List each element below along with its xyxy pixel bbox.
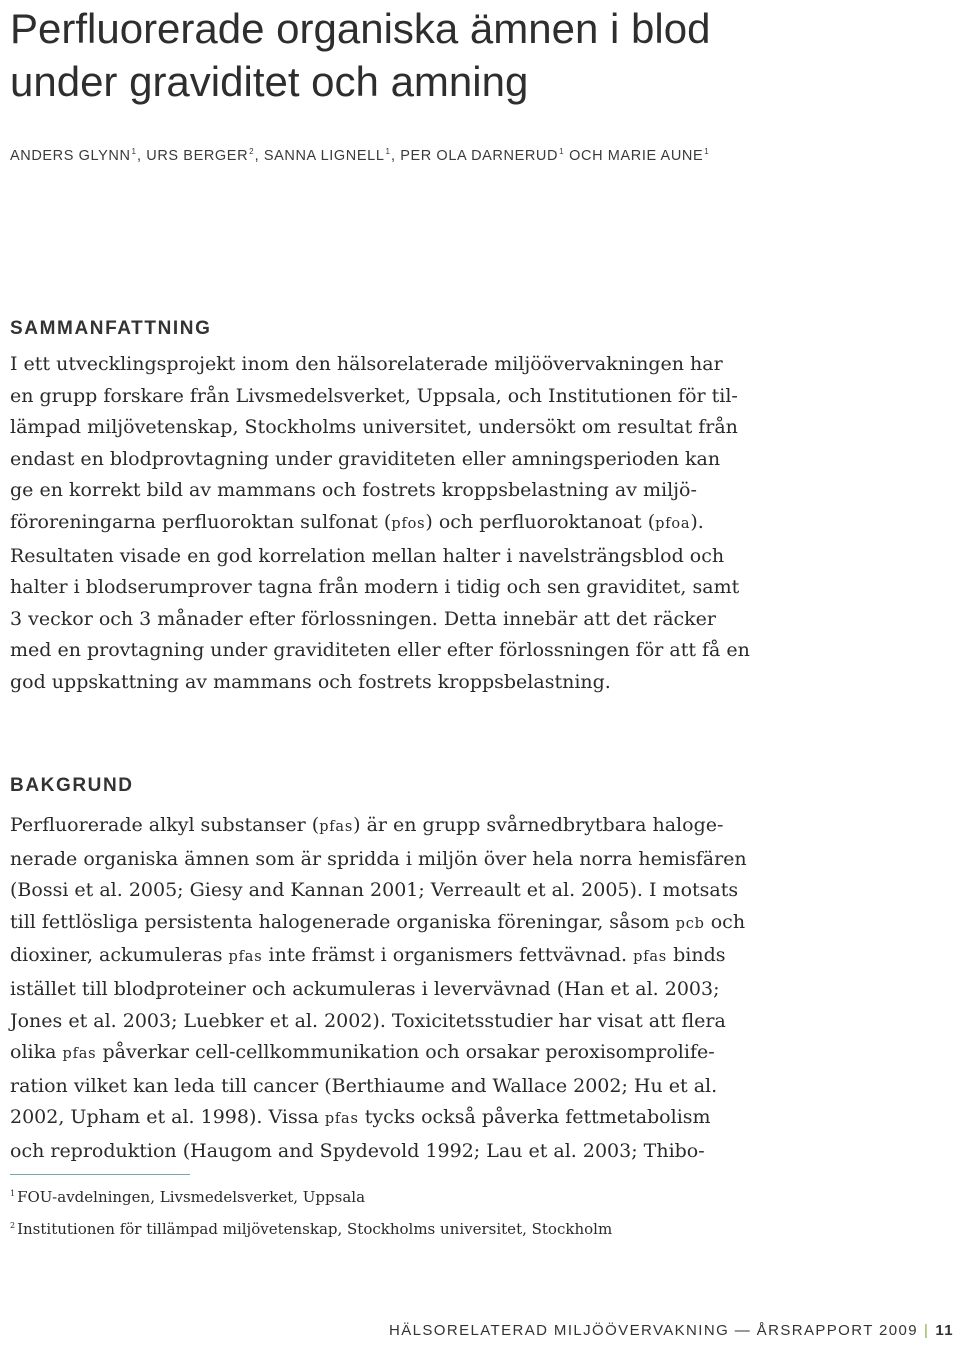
abbreviation: pfas (62, 1046, 97, 1063)
abbreviation: pfos (391, 515, 426, 532)
article-title (10, 2, 940, 108)
footnote-divider (10, 1174, 190, 1175)
publication-name: HÄLSORELATERAD MILJÖÖVERVAKNING — ÅRSRAPPORT 2009 (389, 1322, 919, 1339)
text-line: halter i blodserumprover tagna från modern i tidig och sen graviditet, samt (10, 576, 740, 599)
abbreviation: pfas (319, 819, 354, 835)
author-name: , PER OLA DARNERUD (390, 148, 559, 164)
text-line: istället till blodproteiner och ackumuleras i levervävnad (Han et al. 2003; (10, 977, 720, 1000)
text-line: ration vilket kan leda till cancer (Berthiaume and Wallace 2002; Hu et al. (10, 1074, 718, 1097)
text-run: olika (10, 1041, 63, 1064)
text-run: ). (690, 510, 704, 533)
text-line: med en provtagning under graviditeten eller efter förlossningen för att få en (10, 639, 750, 662)
abbreviation: pfas (324, 1111, 359, 1128)
text-line: god uppskattning av mammans och fostrets kroppsbelastning. (10, 670, 611, 693)
text-line: I ett utvecklingsprojekt inom den hälsorelaterade miljöövervakningen har (10, 353, 723, 375)
footer-separator: | (924, 1322, 930, 1339)
text-line: lämpad miljövetenskap, Stockholms universitet, undersökt om resultat från (10, 416, 738, 439)
text-line: och reproduktion (Haugom and Spydevold 1992; Lau et al. 2003; Thibo- (10, 1139, 705, 1162)
summary-paragraph (10, 349, 800, 699)
footnote-marker: 1 (10, 1189, 16, 1198)
text-line (10, 1102, 800, 1136)
title-line-2: under graviditet och amning (10, 58, 529, 105)
text-run: ) och perfluoroktanoat ( (425, 510, 656, 533)
text-run: tycks också påverka fettmetabolism (358, 1106, 711, 1129)
affiliation-marker: 2 (249, 147, 254, 156)
text-line: endast en blodprovtagning under graviditeten eller amningsperioden kan (10, 447, 721, 470)
affiliation-marker: 1 (704, 147, 709, 156)
text-run: föroreningarna perfluoroktan sulfonat ( (10, 510, 392, 533)
text-line: Jones et al. 2003; Luebker et al. 2002). Toxicitetsstudier har visat att flera (10, 1009, 726, 1032)
text-line: nerade organiska ämnen som är spridda i miljön över hela norra hemisfären (10, 847, 747, 870)
footnote-text: Institutionen för tillämpad miljövetenskap, Stockholms universitet, Stockholm (17, 1220, 613, 1238)
text-line: 3 veckor och 3 månader efter förlossningen. Detta innebär att det räcker (10, 607, 716, 630)
footnote-text: FOU-avdelningen, Livsmedelsverket, Uppsala (17, 1188, 366, 1206)
text-line (10, 1037, 800, 1071)
title-line-1: Perfluorerade organiska ämnen i blod (10, 5, 711, 52)
author-name: OCH MARIE AUNE (564, 148, 704, 164)
abbreviation: pfoa (655, 515, 691, 532)
text-line (10, 907, 800, 941)
background-paragraph (10, 810, 800, 1168)
text-run: och (704, 910, 746, 933)
author-name: , URS BERGER (137, 148, 249, 164)
abbreviation: pcb (675, 915, 705, 932)
text-run: Perfluorerade alkyl substanser ( (10, 814, 320, 836)
text-run: till fettlösliga persistenta halogenerade organiska föreningar, såsom (10, 910, 676, 933)
text-run: ) är en grupp svårnedbrytbara haloge- (353, 814, 724, 836)
author-name: , SANNA LIGNELL (254, 148, 385, 164)
summary-heading: SAMMANFATTNING (10, 318, 212, 339)
text-line: ge en korrekt bild av mammans och fostrets kroppsbelastning av miljö- (10, 479, 697, 502)
abbreviation: pfas (228, 949, 263, 966)
text-line: en grupp forskare från Livsmedelsverket, Uppsala, och Institutionen för til- (10, 384, 738, 407)
footnote-marker: 2 (10, 1221, 16, 1230)
text-line (10, 810, 800, 844)
abbreviation: pfas (633, 949, 668, 966)
author-name: ANDERS GLYNN (10, 148, 131, 164)
author-list (10, 147, 950, 164)
text-run: binds (667, 944, 726, 967)
text-line (10, 940, 800, 974)
affiliation-marker: 1 (131, 147, 136, 156)
text-run: inte främst i organismers fettvävnad. (262, 944, 634, 967)
page-number: 11 (935, 1322, 954, 1339)
affiliation-marker: 1 (385, 147, 390, 156)
text-line: (Bossi et al. 2005; Giesy and Kannan 2001; Verreault et al. 2005). I motsats (10, 879, 739, 902)
text-line: Resultaten visade en god korrelation mellan halter i navelsträngsblod och (10, 544, 725, 567)
footnote-2 (10, 1220, 612, 1238)
footnote-1 (10, 1188, 365, 1206)
running-footer (389, 1322, 954, 1339)
text-line (10, 507, 800, 541)
affiliation-marker: 1 (559, 147, 564, 156)
text-run: dioxiner, ackumuleras (10, 944, 229, 967)
text-run: påverkar cell-cellkommunikation och orsakar peroxisomprolife- (96, 1041, 715, 1064)
text-run: 2002, Upham et al. 1998). Vissa (10, 1106, 325, 1129)
background-heading: BAKGRUND (10, 775, 134, 796)
